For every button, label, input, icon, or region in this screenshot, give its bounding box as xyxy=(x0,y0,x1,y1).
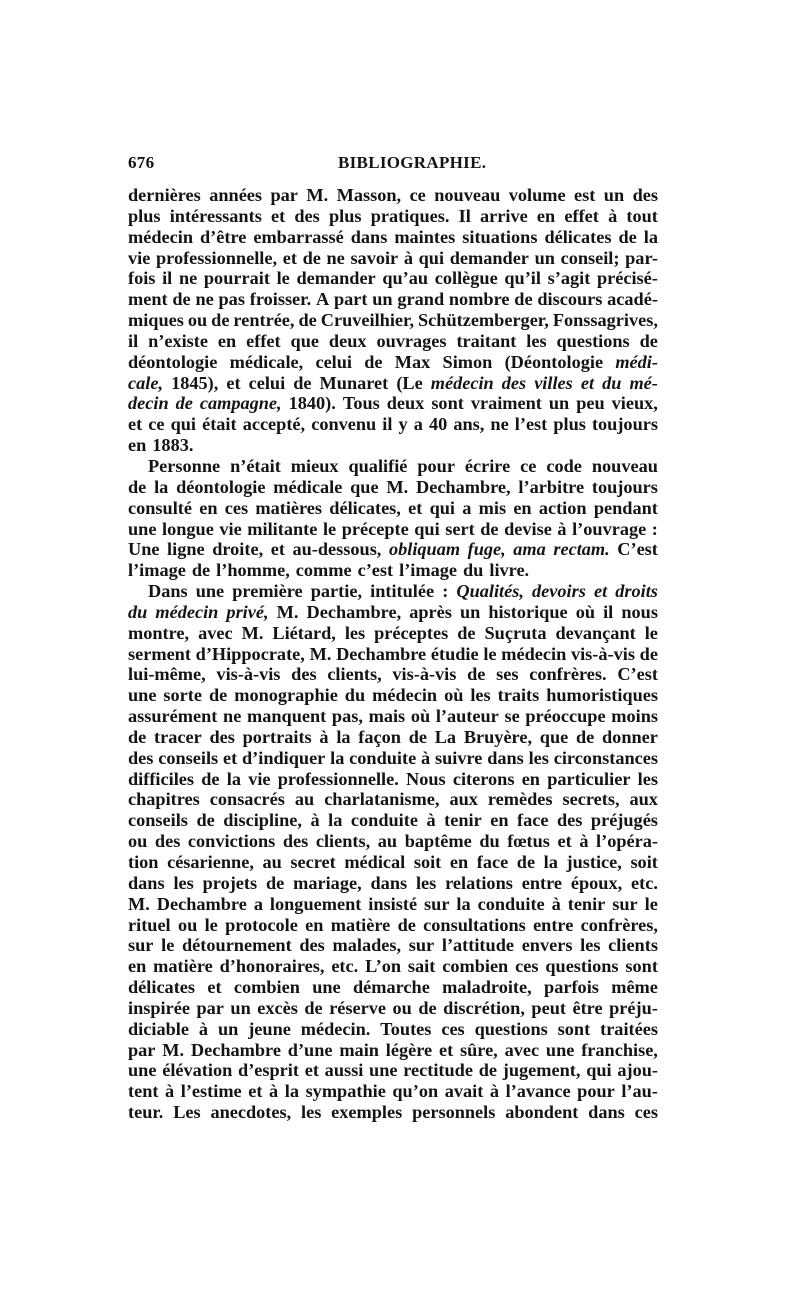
text-line: dernières années par M. Masson, ce nouveau volume est un des xyxy=(128,185,658,205)
text-line: difficiles de la vie professionnelle. Nous citerons en particulier les xyxy=(128,768,658,789)
text-line: sur le détournement des malades, sur l’attitude envers les clients xyxy=(128,935,658,956)
text-line: Une ligne droite, et au-dessous, obliquam fuge, ama rectam. C’est xyxy=(128,539,658,560)
text-line: et ce qui était accepté, convenu il y a 40 ans, ne l’est plus toujours xyxy=(128,414,658,435)
text-line: decin de campagne, 1840). Tous deux sont vraiment un peu vieux, xyxy=(128,393,658,414)
text-line: lui-même, vis-à-vis des clients, vis-à-vis de ses confrères. C’est xyxy=(128,664,658,685)
text-line: vie professionnelle, et de ne savoir à qui demander un conseil; par- xyxy=(128,247,658,268)
text-line: fois il ne pourrait le demander qu’au collègue qu’il s’agit précisé- xyxy=(128,268,658,289)
book-page xyxy=(128,153,658,1123)
text-line: en matière d’honoraires, etc. L’on sait combien ces questions sont xyxy=(128,956,658,977)
text-line: médecin d’être embarrassé dans maintes situations délicates de la xyxy=(128,226,658,247)
text-line: rituel ou le protocole en matière de consultations entre confrères, xyxy=(128,914,658,935)
text-line: montre, avec M. Liétard, les préceptes de Suçruta devançant le xyxy=(128,622,658,643)
text-line: des conseils et d’indiquer la conduite à suivre dans les circonstances xyxy=(128,747,658,768)
text-line: ou des convictions des clients, au baptême du fœtus et à l’opéra- xyxy=(128,831,658,852)
text-line: assurément ne manquent pas, mais où l’auteur se préoccupe moins xyxy=(128,706,658,727)
running-title: BIBLIOGRAPHIE. xyxy=(338,153,487,172)
text-line: une élévation d’esprit et aussi une rectitude de jugement, qui ajou- xyxy=(128,1060,658,1081)
text-line: de tracer des portraits à la façon de La Bruyère, que de donner xyxy=(128,726,658,747)
text-line: consulté en ces matières délicates, et qui a mis en action pendant xyxy=(128,497,658,518)
text-line: de la déontologie médicale que M. Dechambre, l’arbitre toujours xyxy=(128,476,658,497)
text-line: diciable à un jeune médecin. Toutes ces questions sont traitées xyxy=(128,1018,658,1039)
text-line: dans les projets de mariage, dans les relations entre époux, etc. xyxy=(128,872,658,893)
text-line: déontologie médicale, celui de Max Simon (Déontologie médi- xyxy=(128,351,658,372)
text-line: M. Dechambre a longuement insisté sur la conduite à tenir sur le xyxy=(128,893,658,914)
text-line: l’image de l’homme, comme c’est l’image du livre. xyxy=(128,560,530,581)
text-line: il n’existe en effet que deux ouvrages traitant les questions de xyxy=(128,330,658,351)
text-line: chapitres consacrés au charlatanisme, aux remèdes secrets, aux xyxy=(128,789,658,810)
text-line: du médecin privé, M. Dechambre, après un historique où il nous xyxy=(128,601,658,622)
text-line: par M. Dechambre d’une main légère et sûre, avec une franchise, xyxy=(128,1039,658,1060)
text-line: tent à l’estime et à la sympathie qu’on avait à l’avance pour l’au- xyxy=(128,1081,658,1102)
text-line: ment de ne pas froisser. A part un grand nombre de discours acadé- xyxy=(128,289,658,310)
text-line: en 1883. xyxy=(128,435,194,456)
text-line: délicates et combien une démarche maladroite, parfois même xyxy=(128,977,658,998)
body-text xyxy=(128,185,658,1123)
page-number: 676 xyxy=(128,153,155,172)
text-line: Dans une première partie, intitulée : Qualités, devoirs et droits xyxy=(148,581,658,602)
text-line: inspirée par un excès de réserve ou de discrétion, peut être préju- xyxy=(128,997,658,1018)
text-line: serment d’Hippocrate, M. Dechambre étudie le médecin vis-à-vis de xyxy=(128,643,658,664)
text-line: teur. Les anecdotes, les exemples personnels abondent dans ces xyxy=(128,1102,658,1123)
text-line: tion césarienne, au secret médical soit en face de la justice, soit xyxy=(128,852,658,872)
text-line: Personne n’était mieux qualifié pour écrire ce code nouveau xyxy=(148,455,658,476)
text-line: plus intéressants et des plus pratiques. Il arrive en effet à tout xyxy=(128,205,658,226)
text-line: conseils de discipline, à la conduite à tenir en face des préjugés xyxy=(128,810,658,831)
text-line: une sorte de monographie du médecin où les traits humoristiques xyxy=(128,685,658,706)
running-header xyxy=(128,153,658,183)
text-line: miques ou de rentrée, de Cruveilhier, Schützemberger, Fonssagrives, xyxy=(128,310,658,331)
text-line: cale, 1845), et celui de Munaret (Le médecin des villes et du mé- xyxy=(128,372,658,393)
text-line: une longue vie militante le précepte qui sert de devise à l’ouvrage : xyxy=(128,518,658,539)
